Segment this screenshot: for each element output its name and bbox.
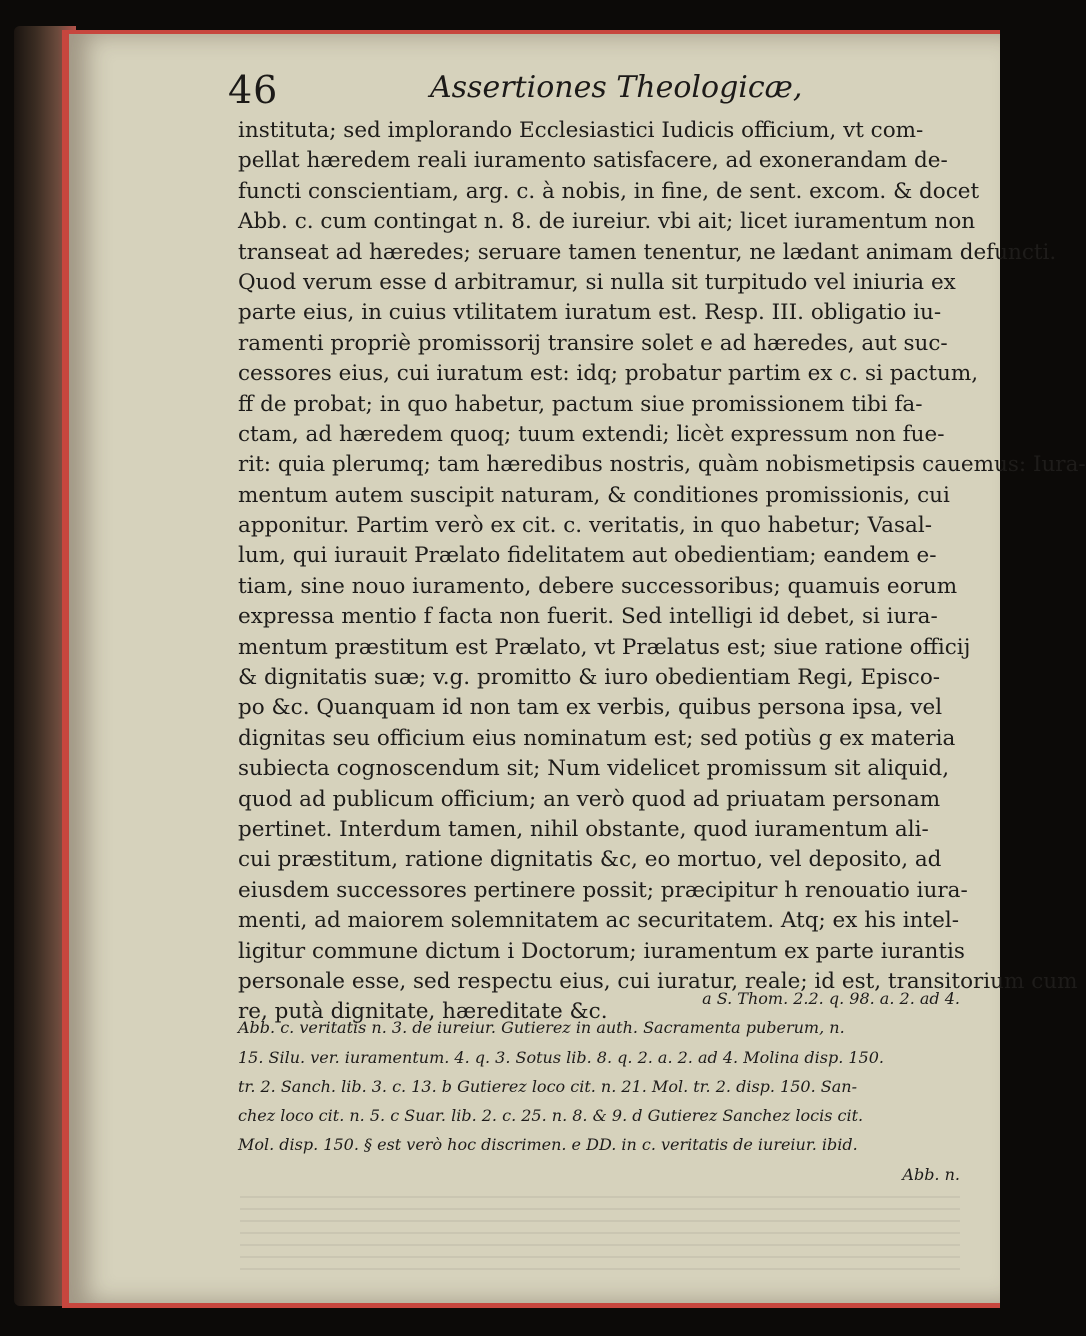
text-line: subiecta cognoscendum sit; Num videlicet promissum sit aliquid, <box>238 756 950 782</box>
text-line: re, putà dignitate, hæreditate &c. <box>238 999 608 1025</box>
text-line: pellat hæredem reali iuramento satisfacere, ad exonerandam de- <box>238 148 948 174</box>
text-line: functi conscientiam, arg. c. à nobis, in fine, de sent. excom. & docet <box>238 178 980 204</box>
show-through-text <box>240 1196 960 1276</box>
text-line: personale esse, sed respectu eius, cui iuratur, reale; id est, transitorium cum <box>238 968 1078 994</box>
body-text <box>238 116 1086 1028</box>
text-line: cui præstitum, ratione dignitatis &c, eo mortuo, vel deposito, ad <box>238 847 942 873</box>
note-line: chez loco cit. n. 5. c Suar. lib. 2. c. 25. n. 8. & 9. d Gutierez Sanchez locis cit. <box>238 1106 864 1126</box>
text-line: instituta; sed implorando Ecclesiastici Iudicis officium, vt com- <box>238 118 924 143</box>
text-line: Abb. c. cum contingat n. 8. de iureiur. vbi ait; licet iuramentum non <box>238 209 976 235</box>
text-line: mentum præstitum est Prælato, vt Prælatus est; siue ratione officij <box>238 634 971 660</box>
text-line: rit: quia plerumq; tam hæredibus nostris, quàm nobismetipsis cauemus: Iura- <box>238 452 1086 478</box>
note-line: Abb. n. <box>902 1164 960 1184</box>
note-line: tr. 2. Sanch. lib. 3. c. 13. b Gutierez loco cit. n. 21. Mol. tr. 2. disp. 150. San- <box>238 1076 857 1096</box>
text-line: Quod verum esse d arbitramur, si nulla sit turpitudo vel iniuria ex <box>238 269 956 295</box>
text-line: ligitur commune dictum i Doctorum; iuramentum ex parte iurantis <box>238 938 965 964</box>
text-line: ctam, ad hæredem quoq; tuum extendi; licèt expressum non fue- <box>238 421 945 447</box>
text-line: & dignitatis suæ; v.g. promitto & iuro obedientiam Regi, Episco- <box>238 665 941 691</box>
text-line: menti, ad maiorem solemnitatem ac securitatem. Atq; ex his intel- <box>238 908 960 934</box>
text-line: mentum autem suscipit naturam, & conditiones promissionis, cui <box>238 482 950 508</box>
note-line: Abb. c. veritatis n. 3. de iureiur. Gutierez in auth. Sacramenta puberum, n. <box>238 1018 845 1038</box>
text-line: parte eius, in cuius vtilitatem iuratum est. Resp. III. obligatio iu- <box>238 300 942 326</box>
text-line: quod ad publicum officium; an verò quod ad priuatam personam <box>238 786 941 812</box>
text-line: ff de probat; in quo habetur, pactum siue promissionem tibi fa- <box>238 391 923 417</box>
page-number: 46 <box>228 68 279 112</box>
note-line: Mol. disp. 150. § est verò hoc discrimen. e DD. in c. veritatis de iureiur. ibid. <box>238 1135 858 1155</box>
text-line: lum, qui iurauit Prælato fidelitatem aut obedientiam; eandem e- <box>238 543 937 569</box>
text-line: tiam, sine nouo iuramento, debere successoribus; quamuis eorum <box>238 573 958 599</box>
text-line: pertinet. Interdum tamen, nihil obstante, quod iuramentum ali- <box>238 816 929 842</box>
note-line: 15. Silu. ver. iuramentum. 4. q. 3. Sotus lib. 8. q. 2. a. 2. ad 4. Molina disp. 150. <box>238 1047 884 1067</box>
marginal-notes <box>238 984 960 1189</box>
text-line: apponitur. Partim verò ex cit. c. veritatis, in quo habetur; Vasal- <box>238 513 932 539</box>
text-line: ramenti propriè promissorij transire solet e ad hæredes, aut suc- <box>238 330 948 356</box>
text-line: dignitas seu officium eius nominatum est; sed potiùs g ex materia <box>238 725 956 751</box>
text-line: eiusdem successores pertinere possit; præcipitur h renouatio iura- <box>238 877 968 903</box>
text-line: cessores eius, cui iuratum est: idq; probatur partim ex c. si pactum, <box>238 361 979 387</box>
text-line: po &c. Quanquam id non tam ex verbis, quibus persona ipsa, vel <box>238 695 943 721</box>
text-line: expressa mentio f facta non fuerit. Sed intelligi id debet, si iura- <box>238 604 938 630</box>
text-line: transeat ad hæredes; seruare tamen tenentur, ne lædant animam defuncti. <box>238 239 1057 265</box>
running-head: Assertiones Theologicæ, <box>430 70 803 105</box>
note-line: a S. Thom. 2.2. q. 98. a. 2. ad 4. <box>702 989 960 1008</box>
